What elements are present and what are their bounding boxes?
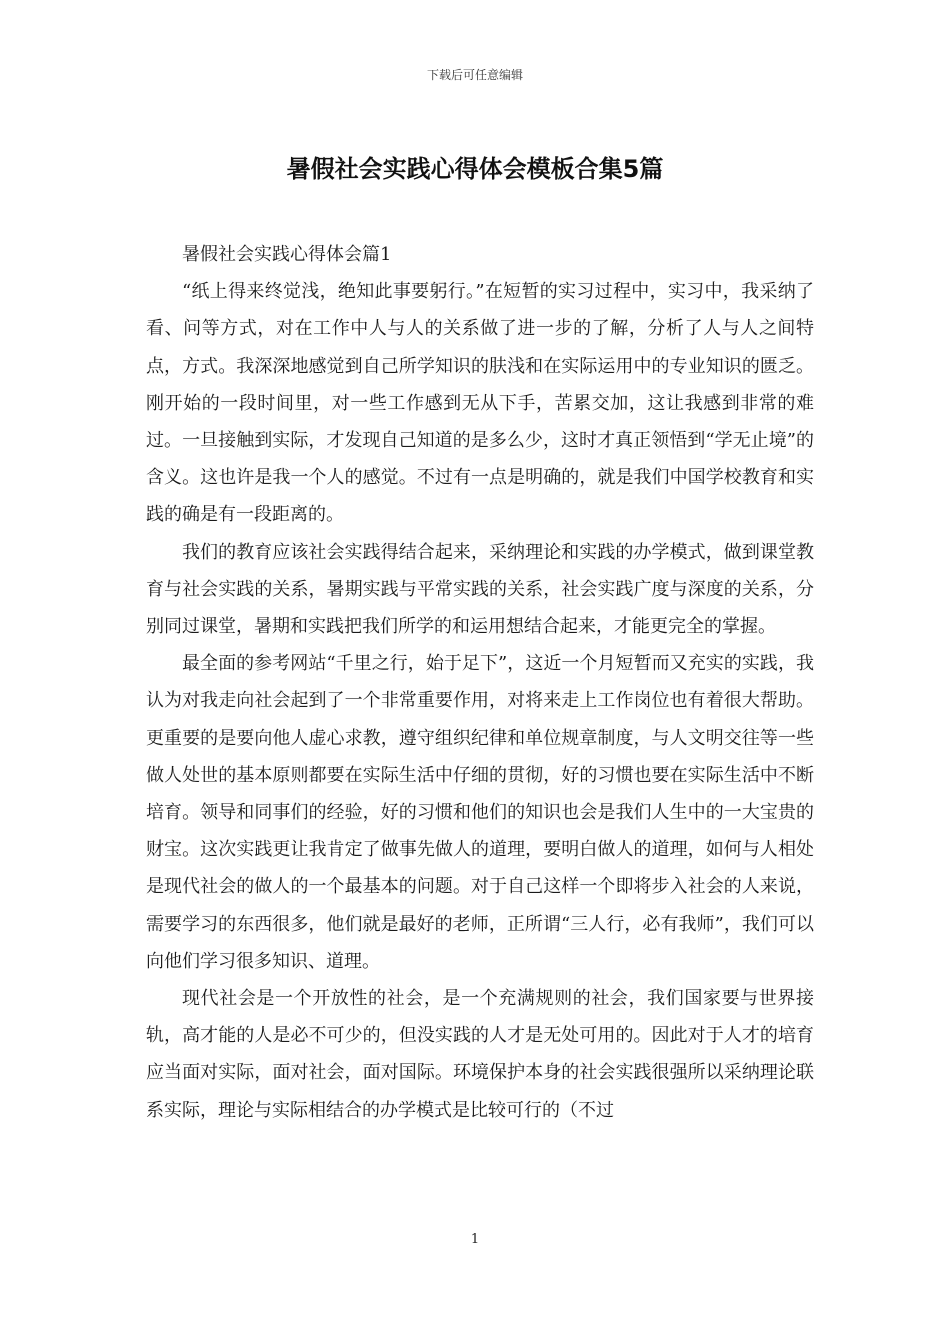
section-heading: 暑假社会实践心得体会篇1 — [182, 244, 392, 265]
paragraph: 最全面的参考网站“千里之行，始于足下”，这近一个月短暂而又充实的实践，我认为对我走向社会起到了一个非常重要作用，对将来走上工作岗位也有着很大帮助。更重要的是要向他人虚心求教，遵守组织纪律和单位规章制度，与人文明交往等一些做人处世的基本原则都要在实际生活中仔细的贯彻，好的习惯也要在实际生活中不断培育。领导和同事们的经验，好的习惯和他们的知识也会是我们人生中的一大宝贵的财宝。这次实践更让我肯定了做事先做人的道理，要明白做人的道理，如何与人相处是现代社会的做人的一个最基本的问题。对于自己这样一个即将步入社会的人来说，需要学习的东西很多，他们就是最好的老师，正所谓“三人行，必有我师”，我们可以向他们学习很多知识、道理。 — [146, 653, 814, 972]
document-body — [146, 236, 814, 1129]
paragraph: 我们的教育应该社会实践得结合起来，采纳理论和实践的办学模式，做到课堂教育与社会实践的关系，暑期实践与平常实践的关系，社会实践广度与深度的关系，分别同过课堂，暑期和实践把我们所学的和运用想结合起来，才能更完全的掌握。 — [146, 541, 814, 638]
page-number: 1 — [470, 1232, 480, 1247]
document-title: 暑假社会实践心得体会模板合集5篇 — [286, 155, 664, 183]
header-note: 下载后可任意编辑 — [426, 68, 523, 82]
paragraph: 现代社会是一个开放性的社会，是一个充满规则的社会，我们国家要与世界接轨，高才能的人是必不可少的，但没实践的人才是无处可用的。因此对于人才的培育应当面对实际，面对社会，面对国际。环境保护本身的社会实践很强所以采纳理论联系实际，理论与实际相结合的办学模式是比较可行的（不过 — [146, 988, 814, 1121]
paragraph: “纸上得来终觉浅，绝知此事要躬行。”在短暂的实习过程中，实习中，我采纳了看、问等方式，对在工作中人与人的关系做了进一步的了解，分析了人与人之间特点，方式。我深深地感觉到自己所学知识的肤浅和在实际运用中的专业知识的匮乏。刚开始的一段时间里，对一些工作感到无从下手，苦累交加，这让我感到非常的难过。一旦接触到实际，才发现自己知道的是多么少，这时才真正领悟到“学无止境”的含义。这也许是我一个人的感觉。不过有一点是明确的，就是我们中国学校教育和实践的确是有一段距离的。 — [146, 281, 814, 526]
